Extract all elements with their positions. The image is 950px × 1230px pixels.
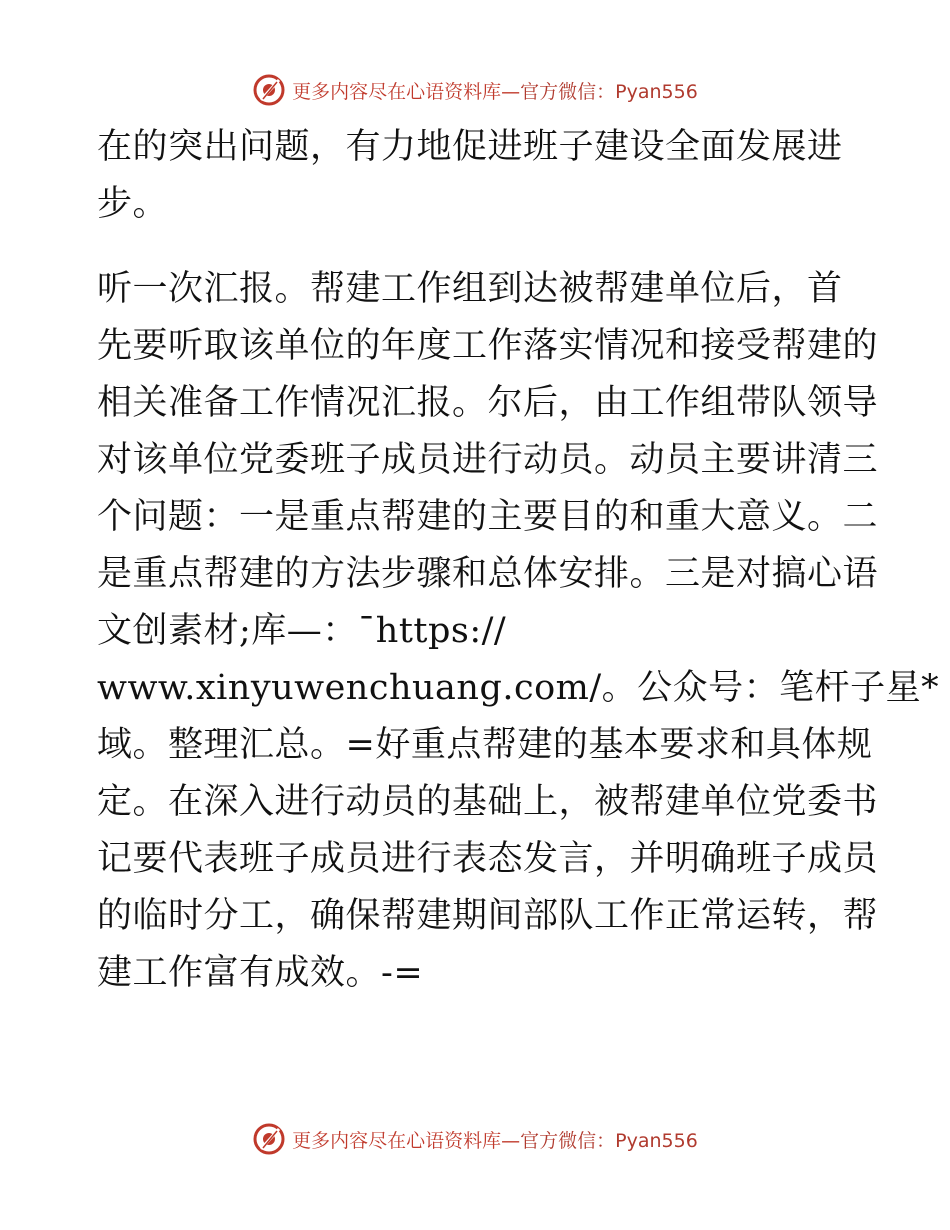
header-watermark-banner: [0, 72, 950, 108]
text-line: 在的突出问题，有力地促进班子建设全面发展进: [97, 127, 843, 167]
wechat-text: 官方微信：Pyan556: [520, 1129, 698, 1152]
text-line: 听一次汇报。帮建工作组到达被帮建单位后，首: [97, 269, 843, 309]
brand-logo-icon: [252, 73, 286, 107]
text-line: 先要听取该单位的年度工作落实情况和接受帮建的: [97, 326, 879, 366]
brand-logo-icon: [252, 1122, 286, 1156]
brand-text: 更多内容尽在心语资料库: [292, 80, 502, 103]
text-line: 记要代表班子成员进行表态发言，并明确班子成员: [97, 839, 879, 879]
text-line: 个问题：一是重点帮建的主要目的和重大意义。二: [97, 497, 879, 537]
text-line: 域。整理汇总。=好重点帮建的基本要求和具体规: [97, 725, 873, 765]
text-line: www.xinyuwenchuang.com/。公众号：笔杆子星*: [97, 668, 940, 708]
text-line: 步。: [97, 184, 169, 224]
paragraph-2: [97, 261, 940, 1002]
text-line: 相关准备工作情况汇报。尔后，由工作组带队领导: [97, 383, 879, 423]
text-line: 是重点帮建的方法步骤和总体安排。三是对搞心语: [97, 554, 879, 594]
wechat-text: 官方微信：Pyan556: [520, 80, 698, 103]
footer-watermark-banner: [0, 1121, 950, 1157]
text-line: 的临时分工，确保帮建期间部队工作正常运转，帮: [97, 896, 879, 936]
text-line: 文创素材;库—：¯https://: [97, 611, 507, 651]
text-line: 建工作富有成效。-=: [97, 953, 424, 993]
banner-separator: —: [501, 1129, 521, 1152]
brand-text: 更多内容尽在心语资料库: [292, 1129, 502, 1152]
document-body: [97, 119, 940, 1002]
text-line: 定。在深入进行动员的基础上，被帮建单位党委书: [97, 782, 879, 822]
banner-separator: —: [501, 80, 521, 103]
paragraph-1: [97, 119, 857, 233]
text-line: 对该单位党委班子成员进行动员。动员主要讲清三: [97, 440, 879, 480]
